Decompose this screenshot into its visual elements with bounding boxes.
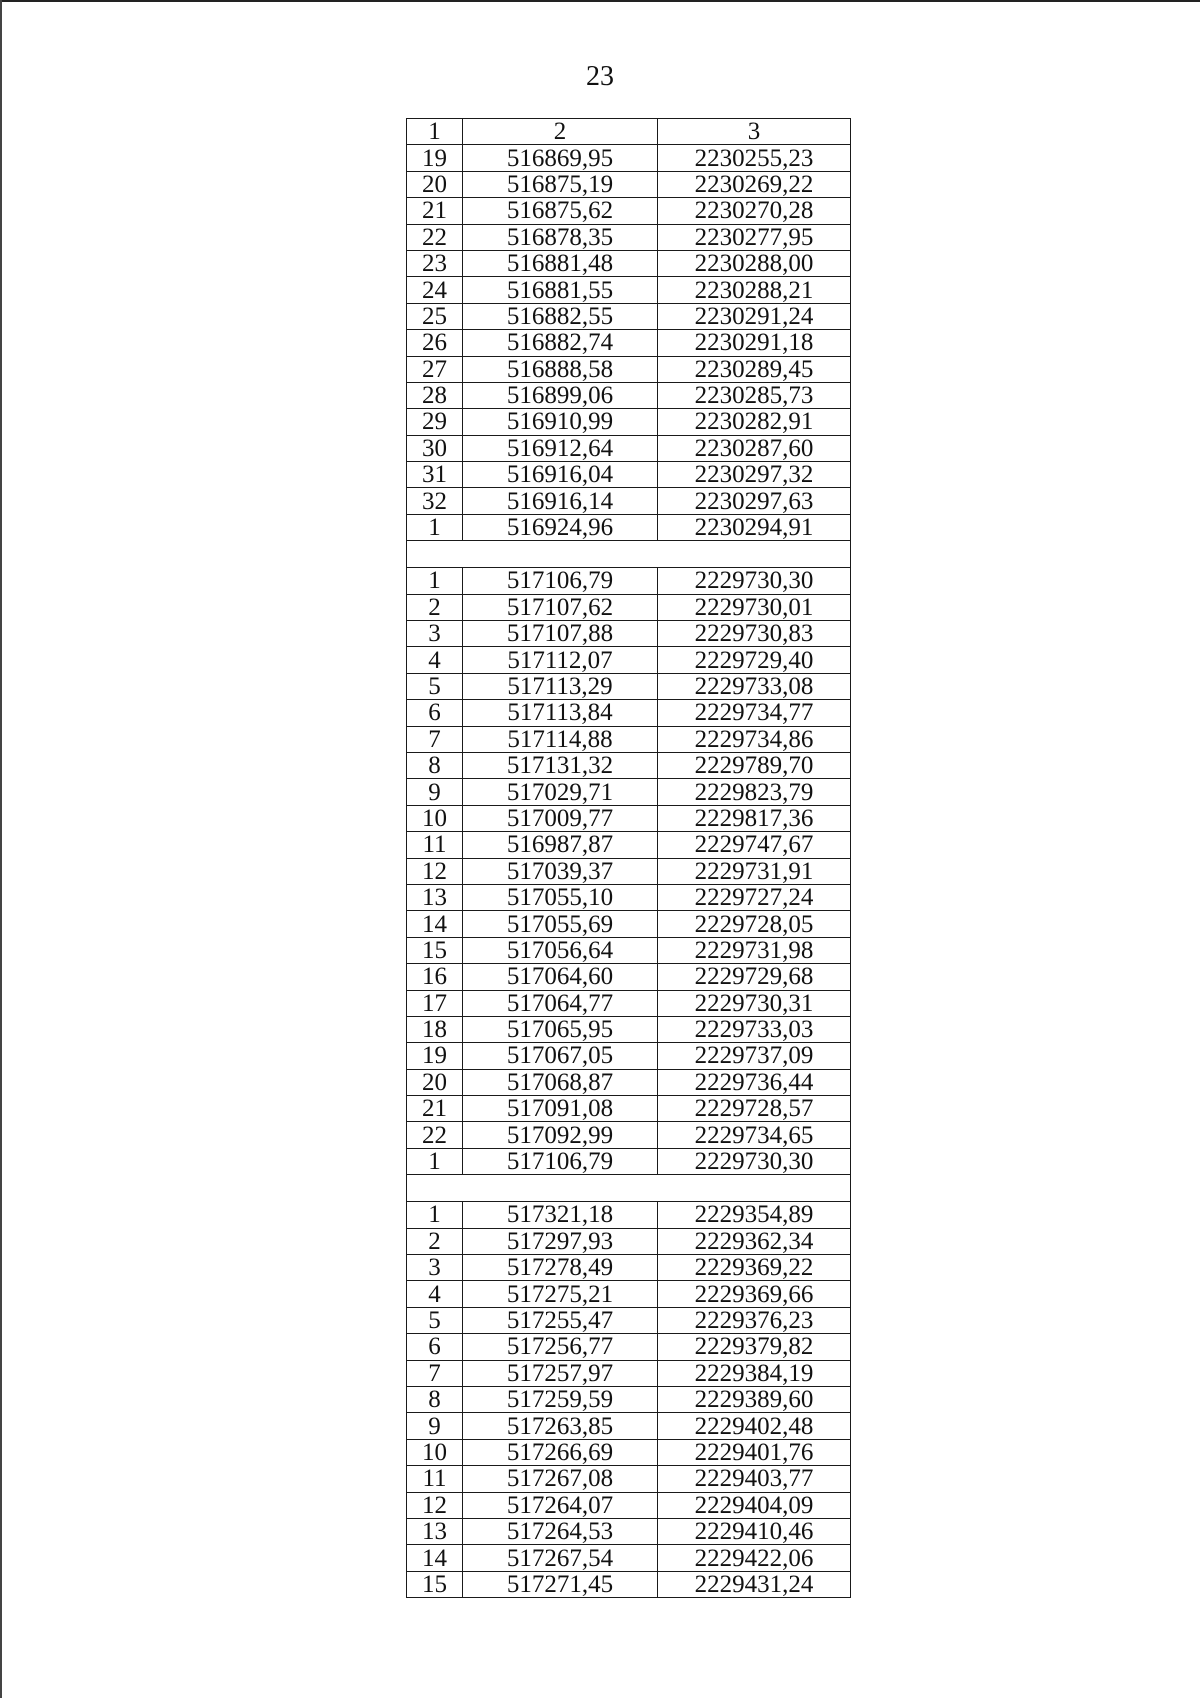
- point-number-cell: 1: [407, 514, 463, 540]
- y-coordinate-cell: 2229730,83: [658, 621, 851, 647]
- y-coordinate-cell: 2229376,23: [658, 1307, 851, 1333]
- table-row: [407, 1228, 851, 1254]
- point-number-cell: 12: [407, 858, 463, 884]
- x-coordinate-cell: 516916,04: [463, 462, 658, 488]
- table-row: [407, 277, 851, 303]
- point-number-cell: 30: [407, 435, 463, 461]
- x-coordinate-cell: 517114,88: [463, 726, 658, 752]
- x-coordinate-cell: 517091,08: [463, 1096, 658, 1122]
- table-row: [407, 1255, 851, 1281]
- x-coordinate-cell: 517259,59: [463, 1386, 658, 1412]
- table-row: [407, 1096, 851, 1122]
- x-coordinate-cell: 516881,55: [463, 277, 658, 303]
- table-row: [407, 1069, 851, 1095]
- x-coordinate-cell: 516910,99: [463, 409, 658, 435]
- y-coordinate-cell: 2229733,03: [658, 1016, 851, 1042]
- point-number-cell: 5: [407, 673, 463, 699]
- x-coordinate-cell: 517263,85: [463, 1413, 658, 1439]
- y-coordinate-cell: 2229369,22: [658, 1255, 851, 1281]
- x-coordinate-cell: 517266,69: [463, 1439, 658, 1465]
- table-row: [407, 700, 851, 726]
- block-separator-cell: [407, 1175, 851, 1202]
- point-number-cell: 19: [407, 145, 463, 171]
- x-coordinate-cell: 517055,69: [463, 911, 658, 937]
- y-coordinate-cell: 2230288,00: [658, 250, 851, 276]
- x-coordinate-cell: 516882,74: [463, 330, 658, 356]
- y-coordinate-cell: 2230289,45: [658, 356, 851, 382]
- x-coordinate-cell: 517264,53: [463, 1518, 658, 1544]
- y-coordinate-cell: 2229389,60: [658, 1386, 851, 1412]
- coordinates-table: [406, 118, 851, 1598]
- point-number-cell: 18: [407, 1016, 463, 1042]
- table-row: [407, 514, 851, 540]
- table-row: [407, 1386, 851, 1412]
- point-number-cell: 10: [407, 805, 463, 831]
- table-row: [407, 1148, 851, 1174]
- y-coordinate-cell: 2229734,77: [658, 700, 851, 726]
- x-coordinate-cell: 516875,62: [463, 198, 658, 224]
- x-coordinate-cell: 517064,60: [463, 964, 658, 990]
- y-coordinate-cell: 2229736,44: [658, 1069, 851, 1095]
- point-number-cell: 13: [407, 884, 463, 910]
- point-number-cell: 23: [407, 250, 463, 276]
- point-number-cell: 32: [407, 488, 463, 514]
- point-number-cell: 11: [407, 832, 463, 858]
- table-row: [407, 832, 851, 858]
- table-header-row: [407, 119, 851, 145]
- y-coordinate-cell: 2229731,98: [658, 937, 851, 963]
- y-coordinate-cell: 2229402,48: [658, 1413, 851, 1439]
- point-number-cell: 6: [407, 700, 463, 726]
- point-number-cell: 19: [407, 1043, 463, 1069]
- point-number-cell: 31: [407, 462, 463, 488]
- point-number-cell: 20: [407, 171, 463, 197]
- x-coordinate-cell: 517106,79: [463, 1148, 658, 1174]
- table-row: [407, 250, 851, 276]
- table-row: [407, 858, 851, 884]
- y-coordinate-cell: 2229734,86: [658, 726, 851, 752]
- table-row: [407, 990, 851, 1016]
- table-row: [407, 356, 851, 382]
- table-row: [407, 673, 851, 699]
- table-row: [407, 171, 851, 197]
- header-cell-x: 2: [463, 119, 658, 145]
- y-coordinate-cell: 2230269,22: [658, 171, 851, 197]
- x-coordinate-cell: 516987,87: [463, 832, 658, 858]
- x-coordinate-cell: 516924,96: [463, 514, 658, 540]
- y-coordinate-cell: 2229730,01: [658, 594, 851, 620]
- x-coordinate-cell: 517264,07: [463, 1492, 658, 1518]
- x-coordinate-cell: 517112,07: [463, 647, 658, 673]
- y-coordinate-cell: 2229728,57: [658, 1096, 851, 1122]
- point-number-cell: 14: [407, 1545, 463, 1571]
- point-number-cell: 22: [407, 1122, 463, 1148]
- x-coordinate-cell: 517278,49: [463, 1255, 658, 1281]
- point-number-cell: 8: [407, 1386, 463, 1412]
- table-row: [407, 224, 851, 250]
- table-row: [407, 1122, 851, 1148]
- point-number-cell: 1: [407, 1202, 463, 1228]
- x-coordinate-cell: 517267,54: [463, 1545, 658, 1571]
- y-coordinate-cell: 2229369,66: [658, 1281, 851, 1307]
- x-coordinate-cell: 517107,62: [463, 594, 658, 620]
- x-coordinate-cell: 516878,35: [463, 224, 658, 250]
- table-row: [407, 1016, 851, 1042]
- x-coordinate-cell: 517321,18: [463, 1202, 658, 1228]
- y-coordinate-cell: 2230291,18: [658, 330, 851, 356]
- table-row: [407, 1545, 851, 1571]
- table-row: [407, 1439, 851, 1465]
- y-coordinate-cell: 2229384,19: [658, 1360, 851, 1386]
- y-coordinate-cell: 2230255,23: [658, 145, 851, 171]
- table-row: [407, 462, 851, 488]
- y-coordinate-cell: 2229730,31: [658, 990, 851, 1016]
- y-coordinate-cell: 2229401,76: [658, 1439, 851, 1465]
- table-row: [407, 779, 851, 805]
- y-coordinate-cell: 2229362,34: [658, 1228, 851, 1254]
- y-coordinate-cell: 2229731,91: [658, 858, 851, 884]
- table-row: [407, 647, 851, 673]
- table-row: [407, 911, 851, 937]
- x-coordinate-cell: 516912,64: [463, 435, 658, 461]
- point-number-cell: 7: [407, 726, 463, 752]
- x-coordinate-cell: 517275,21: [463, 1281, 658, 1307]
- x-coordinate-cell: 516869,95: [463, 145, 658, 171]
- x-coordinate-cell: 517092,99: [463, 1122, 658, 1148]
- table-row: [407, 1518, 851, 1544]
- y-coordinate-cell: 2229727,24: [658, 884, 851, 910]
- table-row: [407, 594, 851, 620]
- table-row: [407, 198, 851, 224]
- point-number-cell: 5: [407, 1307, 463, 1333]
- point-number-cell: 15: [407, 1571, 463, 1597]
- point-number-cell: 28: [407, 382, 463, 408]
- y-coordinate-cell: 2230287,60: [658, 435, 851, 461]
- y-coordinate-cell: 2230285,73: [658, 382, 851, 408]
- x-coordinate-cell: 517131,32: [463, 752, 658, 778]
- x-coordinate-cell: 516881,48: [463, 250, 658, 276]
- point-number-cell: 13: [407, 1518, 463, 1544]
- x-coordinate-cell: 517065,95: [463, 1016, 658, 1042]
- point-number-cell: 29: [407, 409, 463, 435]
- x-coordinate-cell: 517297,93: [463, 1228, 658, 1254]
- table-row: [407, 1492, 851, 1518]
- y-coordinate-cell: 2229817,36: [658, 805, 851, 831]
- table-row: [407, 726, 851, 752]
- y-coordinate-cell: 2230282,91: [658, 409, 851, 435]
- x-coordinate-cell: 517067,05: [463, 1043, 658, 1069]
- x-coordinate-cell: 517257,97: [463, 1360, 658, 1386]
- table-row: [407, 435, 851, 461]
- point-number-cell: 10: [407, 1439, 463, 1465]
- point-number-cell: 15: [407, 937, 463, 963]
- point-number-cell: 11: [407, 1466, 463, 1492]
- block-separator-row: [407, 1175, 851, 1202]
- table-row: [407, 1413, 851, 1439]
- point-number-cell: 4: [407, 1281, 463, 1307]
- page-number: 23: [586, 61, 614, 92]
- header-cell-point: 1: [407, 119, 463, 145]
- y-coordinate-cell: 2229354,89: [658, 1202, 851, 1228]
- y-coordinate-cell: 2229737,09: [658, 1043, 851, 1069]
- point-number-cell: 3: [407, 621, 463, 647]
- table-row: [407, 488, 851, 514]
- point-number-cell: 17: [407, 990, 463, 1016]
- y-coordinate-cell: 2229734,65: [658, 1122, 851, 1148]
- table-row: [407, 805, 851, 831]
- table-row: [407, 382, 851, 408]
- point-number-cell: 1: [407, 1148, 463, 1174]
- header-cell-y: 3: [658, 119, 851, 145]
- x-coordinate-cell: 517256,77: [463, 1334, 658, 1360]
- y-coordinate-cell: 2229728,05: [658, 911, 851, 937]
- point-number-cell: 22: [407, 224, 463, 250]
- table-row: [407, 937, 851, 963]
- y-coordinate-cell: 2230297,32: [658, 462, 851, 488]
- point-number-cell: 16: [407, 964, 463, 990]
- coordinates-table-body: [407, 119, 851, 1598]
- point-number-cell: 3: [407, 1255, 463, 1281]
- y-coordinate-cell: 2229379,82: [658, 1334, 851, 1360]
- x-coordinate-cell: 517255,47: [463, 1307, 658, 1333]
- table-row: [407, 409, 851, 435]
- x-coordinate-cell: 517113,29: [463, 673, 658, 699]
- table-row: [407, 621, 851, 647]
- y-coordinate-cell: 2229431,24: [658, 1571, 851, 1597]
- page-border-top: [0, 0, 1200, 2]
- x-coordinate-cell: 517009,77: [463, 805, 658, 831]
- table-row: [407, 1334, 851, 1360]
- x-coordinate-cell: 517039,37: [463, 858, 658, 884]
- point-number-cell: 27: [407, 356, 463, 382]
- x-coordinate-cell: 517055,10: [463, 884, 658, 910]
- y-coordinate-cell: 2229729,68: [658, 964, 851, 990]
- point-number-cell: 2: [407, 1228, 463, 1254]
- page-border-left: [0, 0, 2, 1698]
- table-row: [407, 568, 851, 594]
- point-number-cell: 21: [407, 1096, 463, 1122]
- table-row: [407, 1307, 851, 1333]
- y-coordinate-cell: 2229403,77: [658, 1466, 851, 1492]
- point-number-cell: 8: [407, 752, 463, 778]
- x-coordinate-cell: 517064,77: [463, 990, 658, 1016]
- table-row: [407, 303, 851, 329]
- y-coordinate-cell: 2229404,09: [658, 1492, 851, 1518]
- point-number-cell: 21: [407, 198, 463, 224]
- block-separator-cell: [407, 541, 851, 568]
- x-coordinate-cell: 517107,88: [463, 621, 658, 647]
- y-coordinate-cell: 2229422,06: [658, 1545, 851, 1571]
- y-coordinate-cell: 2229730,30: [658, 1148, 851, 1174]
- point-number-cell: 25: [407, 303, 463, 329]
- y-coordinate-cell: 2229823,79: [658, 779, 851, 805]
- y-coordinate-cell: 2229729,40: [658, 647, 851, 673]
- x-coordinate-cell: 517106,79: [463, 568, 658, 594]
- table-row: [407, 964, 851, 990]
- table-row: [407, 330, 851, 356]
- point-number-cell: 24: [407, 277, 463, 303]
- point-number-cell: 4: [407, 647, 463, 673]
- block-separator-row: [407, 541, 851, 568]
- y-coordinate-cell: 2230297,63: [658, 488, 851, 514]
- table-row: [407, 1571, 851, 1597]
- point-number-cell: 20: [407, 1069, 463, 1095]
- x-coordinate-cell: 516899,06: [463, 382, 658, 408]
- x-coordinate-cell: 516888,58: [463, 356, 658, 382]
- table-row: [407, 1281, 851, 1307]
- point-number-cell: 26: [407, 330, 463, 356]
- table-row: [407, 1360, 851, 1386]
- y-coordinate-cell: 2230277,95: [658, 224, 851, 250]
- table-row: [407, 1043, 851, 1069]
- y-coordinate-cell: 2230270,28: [658, 198, 851, 224]
- table-row: [407, 1202, 851, 1228]
- point-number-cell: 9: [407, 779, 463, 805]
- point-number-cell: 6: [407, 1334, 463, 1360]
- x-coordinate-cell: 516882,55: [463, 303, 658, 329]
- x-coordinate-cell: 517068,87: [463, 1069, 658, 1095]
- x-coordinate-cell: 517056,64: [463, 937, 658, 963]
- table-row: [407, 145, 851, 171]
- y-coordinate-cell: 2229789,70: [658, 752, 851, 778]
- point-number-cell: 7: [407, 1360, 463, 1386]
- y-coordinate-cell: 2229733,08: [658, 673, 851, 699]
- x-coordinate-cell: 516875,19: [463, 171, 658, 197]
- y-coordinate-cell: 2229747,67: [658, 832, 851, 858]
- point-number-cell: 1: [407, 568, 463, 594]
- y-coordinate-cell: 2229410,46: [658, 1518, 851, 1544]
- table-row: [407, 752, 851, 778]
- point-number-cell: 14: [407, 911, 463, 937]
- table-row: [407, 884, 851, 910]
- table-row: [407, 1466, 851, 1492]
- y-coordinate-cell: 2230288,21: [658, 277, 851, 303]
- x-coordinate-cell: 516916,14: [463, 488, 658, 514]
- x-coordinate-cell: 517267,08: [463, 1466, 658, 1492]
- y-coordinate-cell: 2229730,30: [658, 568, 851, 594]
- point-number-cell: 12: [407, 1492, 463, 1518]
- point-number-cell: 9: [407, 1413, 463, 1439]
- point-number-cell: 2: [407, 594, 463, 620]
- x-coordinate-cell: 517029,71: [463, 779, 658, 805]
- x-coordinate-cell: 517113,84: [463, 700, 658, 726]
- y-coordinate-cell: 2230291,24: [658, 303, 851, 329]
- y-coordinate-cell: 2230294,91: [658, 514, 851, 540]
- x-coordinate-cell: 517271,45: [463, 1571, 658, 1597]
